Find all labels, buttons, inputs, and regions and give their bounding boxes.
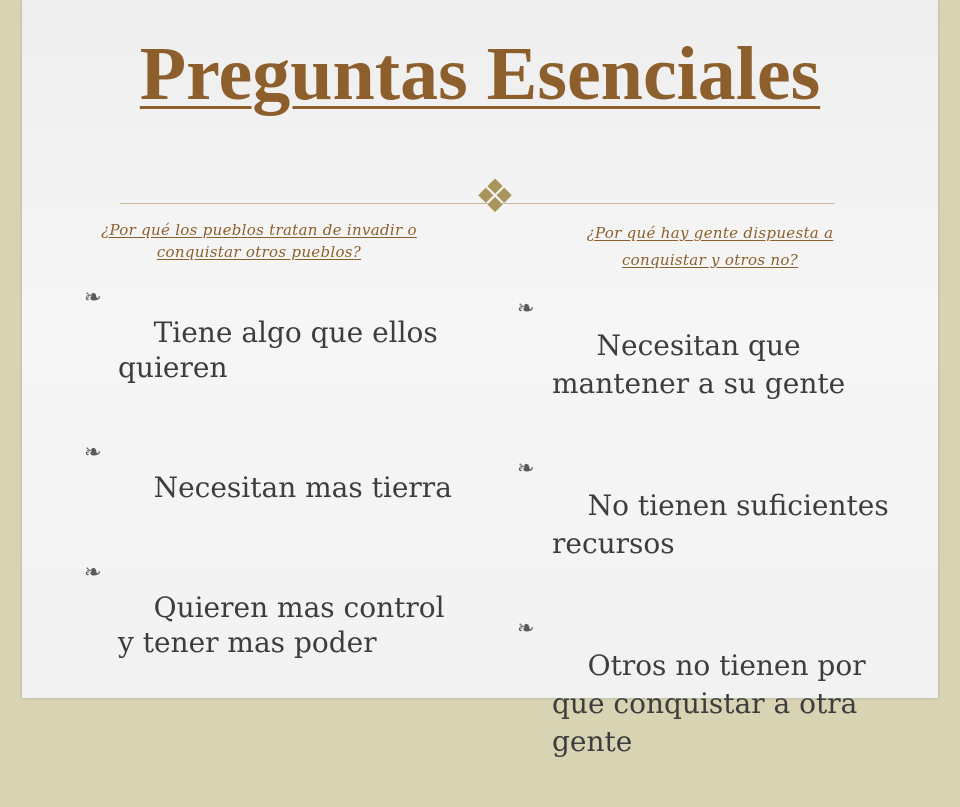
- right-column-heading: [560, 220, 860, 274]
- list-item: [84, 280, 458, 420]
- list-item: [84, 435, 458, 540]
- bullet-icon: [84, 435, 102, 470]
- right-column-heading-text: ¿Por qué hay gente dispuesta a conquistar y otros no?: [586, 224, 834, 269]
- list-item: [517, 449, 898, 601]
- right-bullet-list: [517, 289, 898, 807]
- left-column-heading-text: ¿Por qué los pueblos tratan de invadir o conquistar otros pueblos?: [101, 221, 417, 261]
- list-item-text: Quieren mas control y tener mas poder: [118, 591, 454, 659]
- list-item-text: Necesitan mas tierra: [153, 471, 452, 504]
- slide-title: Preguntas Esenciales: [139, 32, 821, 116]
- bullet-icon: [84, 280, 102, 315]
- list-item-text: No tienen suficientes recursos: [552, 489, 898, 560]
- left-bullet-list: [84, 280, 458, 710]
- diamond-ornament-icon: [470, 171, 520, 221]
- left-column-heading: [78, 219, 440, 263]
- list-item: [517, 289, 898, 441]
- bullet-icon: [517, 449, 535, 487]
- bullet-icon: [517, 609, 535, 647]
- list-item-text: Necesitan que mantener a su gente: [552, 329, 846, 400]
- bullet-icon: [517, 289, 535, 327]
- list-item: [84, 555, 458, 695]
- list-item-text: Tiene algo que ellos quieren: [118, 316, 447, 384]
- list-item: [517, 609, 898, 799]
- list-item-text: Otros no tienen por que conquistar a otra gente: [552, 649, 875, 758]
- bullet-icon: [84, 555, 102, 590]
